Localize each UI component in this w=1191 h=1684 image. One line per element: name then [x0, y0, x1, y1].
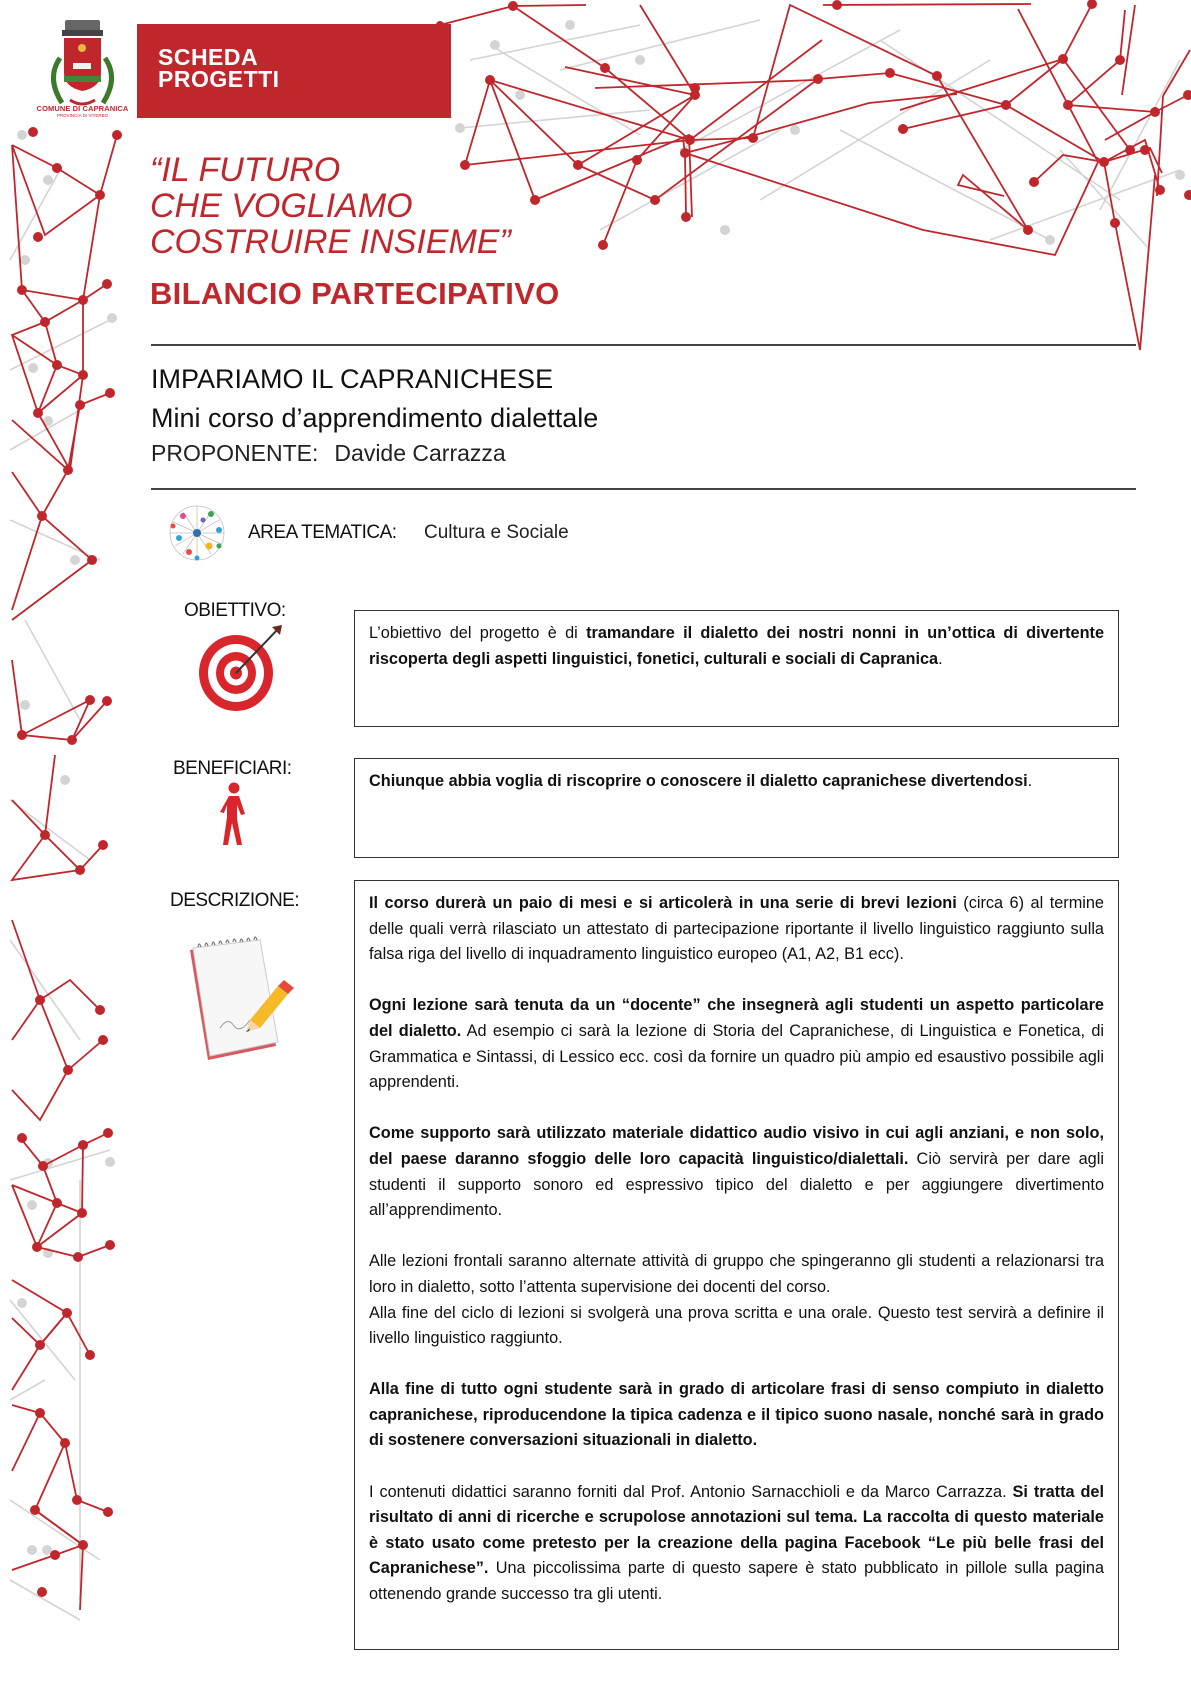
slogan: “IL FUTURO CHE VOGLIAMO COSTRUIRE INSIEME” [150, 151, 511, 261]
area-tematica-value: Cultura e Sociale [424, 522, 569, 543]
divider-top [151, 344, 1136, 346]
network-globe-icon [163, 502, 231, 564]
walking-person-icon [218, 782, 254, 848]
proponente-label: PROPONENTE: [151, 440, 319, 466]
divider-bottom [151, 488, 1136, 490]
beneficiari-label: BENEFICIARI: [173, 758, 292, 779]
proponente-row [151, 440, 506, 467]
banner-title: SCHEDA PROGETTI [158, 44, 280, 92]
project-title: IMPARIAMO IL CAPRANICHESE Mini corso d’apprendimento dialettale [151, 364, 599, 433]
descrizione-label: DESCRIZIONE: [170, 890, 300, 911]
logo-caption: COMUNE DI CAPRANICA PROVINCIA DI VITERBO [36, 104, 129, 118]
descrizione-box: Il corso durerà un paio di mesi e si articolerà in una serie di brevi lezioni (circa 6) al termine delle quali verrà rilasciato un attestato di partecipazione riportante il livello linguistico raggiunto sulla falsa riga del livello di inquadramento linguistico europeo (A1, A2, B1 ecc). Ogni lezione sarà tenuta da un “docente” che insegnerà agli studenti un aspetto particolare del dialetto. Ad esempio ci sarà la lezione di Storia del Capranichese, di Linguistica e Fonetica, di Grammatica e Sintassi, di Lessico ecc. così da fornire un quadro più ampio ed esaustivo possibile agli apprendenti. Come supporto sarà utilizzato materiale didattico audio visivo in cui agli anziani, e non solo, del paese daranno sfoggio delle loro capacità linguistico/dialettali. Ciò servirà per dare agli studenti il supporto sonoro ed espressivo tipico del dialetto e per aggiungere divertimento all’apprendimento. Alle lezioni frontali saranno alternate attività di gruppo che spingeranno gli studenti a relazionarsi tra loro in dialetto, sotto l’attenta supervisione dei docenti del corso. Alla fine del ciclo di lezioni si svolgerà una prova scritta e una orale. Questo test servirà a definire il livello linguistico raggiunto. Alla fine di tutto ogni studente sarà in grado di articolare frasi di senso compiuto in dialetto capranichese, riproducendone la tipica cadenza e il tipico suono nasale, nonché sarà in grado di sostenere conversazioni situazionali in dialetto. I contenuti didattici saranno forniti dal Prof. Antonio Sarnacchioli e da Marco Carrazza. Si tratta del risultato di anni di ricerche e scrupolose annotazioni sul tema. La raccolta di questo materiale è stato usato come pretesto per la creazione della pagina Facebook “Le più belle frasi del Capranichese”. Una piccolissima parte di questo sapere è stato pubblicato in pillole sulla pagina ottenendo grande successo tra gli utenti. [354, 880, 1119, 1650]
obiettivo-box: L’obiettivo del progetto è di tramandare il dialetto dei nostri nonni in un’ottica di divertente riscoperta degli aspetti linguistici, fonetici, culturali e sociali di Capranica. [354, 610, 1119, 727]
proponente-name: Davide Carrazza [334, 440, 506, 466]
notepad-pencil-icon [180, 928, 300, 1068]
target-icon [196, 625, 286, 715]
program-title: BILANCIO PARTECIPATIVO [150, 276, 560, 311]
area-tematica-label: AREA TEMATICA: [248, 522, 397, 543]
beneficiari-box: Chiunque abbia voglia di riscoprire o conoscere il dialetto capranichese divertendosi. [354, 758, 1119, 858]
obiettivo-label: OBIETTIVO: [184, 600, 286, 621]
